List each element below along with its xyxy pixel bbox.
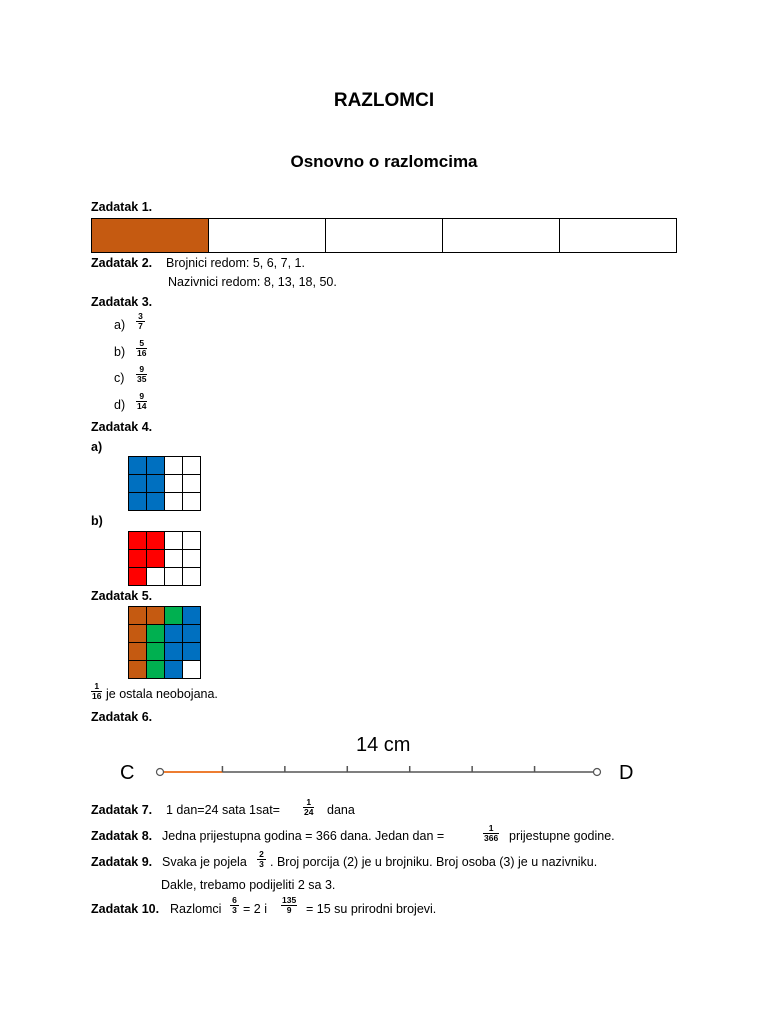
grid-cell: [129, 643, 147, 661]
grid-cell: [129, 550, 147, 568]
grid-cell: [147, 568, 165, 586]
fraction-1-24: [303, 798, 314, 817]
grid-cell: [165, 607, 183, 625]
grid-cell: [147, 475, 165, 493]
grid-cell: [165, 568, 183, 586]
z3-item-fraction: [136, 339, 147, 358]
frac-num: 1: [306, 797, 312, 807]
zadatak-1-label: Zadatak 1.: [91, 200, 153, 214]
zadatak-10-text3: = 15 su prirodni brojevi.: [306, 902, 437, 916]
grid-cell: [165, 625, 183, 643]
strip-cell: [326, 219, 443, 252]
frac-den: 16: [137, 347, 147, 358]
grid-cell: [165, 493, 183, 511]
fraction-strip: [91, 218, 677, 253]
point-c-label: C: [120, 762, 135, 784]
frac-num: 1: [488, 823, 494, 833]
z3-item-letter: c): [114, 371, 125, 385]
grid-cell: [183, 493, 201, 511]
zadatak-4-label: Zadatak 4.: [91, 420, 153, 434]
grid-cell: [129, 475, 147, 493]
page-subtitle: Osnovno o razlomcima: [290, 152, 478, 171]
frac-den: 24: [304, 807, 314, 817]
grid-cell: [147, 493, 165, 511]
grid-cell: [165, 550, 183, 568]
z3-item-fraction: [136, 365, 147, 384]
grid-cell: [147, 607, 165, 625]
frac-den: 14: [137, 400, 147, 411]
fraction-1-366: [483, 824, 499, 843]
grid-cell: [147, 550, 165, 568]
frac-den: 35: [137, 374, 147, 384]
grid-4a: [128, 456, 201, 511]
fraction-2-3: [257, 850, 266, 869]
endpoint-c: [157, 769, 164, 776]
frac-num: 1: [94, 681, 100, 691]
grid-cell: [147, 625, 165, 643]
strip-cell: [209, 219, 326, 252]
grid-cell: [129, 625, 147, 643]
frac-num: 9: [139, 390, 145, 401]
frac-num: 135: [282, 895, 297, 905]
grid-cell: [147, 643, 165, 661]
endpoint-d: [594, 769, 601, 776]
grid-cell: [183, 661, 201, 679]
zadatak-2-label: Zadatak 2.: [91, 256, 153, 270]
frac-den: 16: [92, 691, 102, 701]
zadatak-7-label: Zadatak 7.: [91, 803, 153, 817]
zadatak-10-text2: = 2 i: [243, 902, 267, 916]
zadatak-8-label: Zadatak 8.: [91, 829, 153, 843]
grid-cell: [147, 532, 165, 550]
z3-item-fraction: [136, 312, 145, 331]
segment-length-label: 14 cm: [356, 734, 411, 756]
grid-cell: [183, 532, 201, 550]
zadatak-10-text1: Razlomci: [170, 902, 222, 916]
zadatak-9-text2: . Broj porcija (2) je u brojniku. Broj osoba (3) je u nazivniku.: [270, 855, 598, 869]
grid-cell: [129, 493, 147, 511]
fraction-6-3: [230, 896, 239, 915]
line-segment: [150, 760, 610, 784]
grid-cell: [165, 532, 183, 550]
fraction-1-16: [91, 682, 102, 701]
z3-item-letter: a): [114, 318, 126, 332]
frac-num: 6: [232, 895, 237, 905]
grid-cell: [183, 568, 201, 586]
z3-item-fraction: [136, 392, 147, 411]
strip-cell: [92, 219, 209, 252]
zadatak-9-line2: Dakle, trebamo podijeliti 2 sa 3.: [161, 878, 336, 892]
grid-cell: [183, 457, 201, 475]
zadatak-6-label: Zadatak 6.: [91, 710, 153, 724]
grid-cell: [129, 568, 147, 586]
z3-item-letter: d): [114, 397, 126, 412]
grid-cell: [147, 457, 165, 475]
zadatak-3-label: Zadatak 3.: [91, 295, 153, 309]
point-d-label: D: [619, 762, 634, 784]
zadatak-8-text1: Jedna prijestupna godina = 366 dana. Jedan dan =: [162, 829, 445, 843]
zadatak-5-label: Zadatak 5.: [91, 589, 153, 603]
grid-cell: [165, 475, 183, 493]
strip-cell: [560, 219, 676, 252]
grid-cell: [129, 661, 147, 679]
frac-num: 3: [138, 311, 143, 321]
fraction-135-9: [281, 896, 297, 915]
frac-den: 7: [138, 321, 143, 331]
grid-5: [128, 606, 201, 679]
zadatak-7-text2: dana: [327, 803, 355, 817]
frac-den: 9: [286, 905, 292, 915]
frac-num: 5: [139, 337, 145, 348]
zadatak-8-text2: prijestupne godine.: [509, 829, 615, 843]
grid-cell: [183, 550, 201, 568]
grid-cell: [147, 661, 165, 679]
grid-cell: [183, 625, 201, 643]
strip-cell: [443, 219, 560, 252]
zadatak-2-line2: Nazivnici redom: 8, 13, 18, 50.: [168, 275, 337, 289]
frac-den: 366: [484, 833, 499, 843]
grid-cell: [183, 475, 201, 493]
grid-cell: [183, 643, 201, 661]
zadatak-4a-label: a): [91, 440, 103, 454]
zadatak-9-label: Zadatak 9.: [91, 855, 153, 869]
zadatak-4b-label: b): [91, 514, 103, 528]
frac-num: 9: [139, 364, 145, 374]
grid-cell: [129, 607, 147, 625]
zadatak-10-label: Zadatak 10.: [91, 902, 160, 916]
grid-cell: [165, 643, 183, 661]
zadatak-2-line1: Brojnici redom: 5, 6, 7, 1.: [166, 256, 305, 270]
grid-cell: [129, 457, 147, 475]
grid-cell: [165, 457, 183, 475]
grid-cell: [129, 532, 147, 550]
zadatak-5-text: je ostala neobojana.: [106, 687, 218, 701]
grid-4b: [128, 531, 201, 586]
frac-den: 3: [232, 905, 237, 915]
grid-cell: [165, 661, 183, 679]
page-title: RAZLOMCI: [333, 90, 435, 111]
zadatak-7-text1: 1 dan=24 sata 1sat=: [166, 803, 280, 817]
zadatak-9-text1: Svaka je pojela: [162, 855, 247, 869]
frac-num: 2: [259, 849, 264, 859]
frac-den: 3: [259, 859, 264, 869]
z3-item-letter: b): [114, 344, 126, 359]
grid-cell: [183, 607, 201, 625]
